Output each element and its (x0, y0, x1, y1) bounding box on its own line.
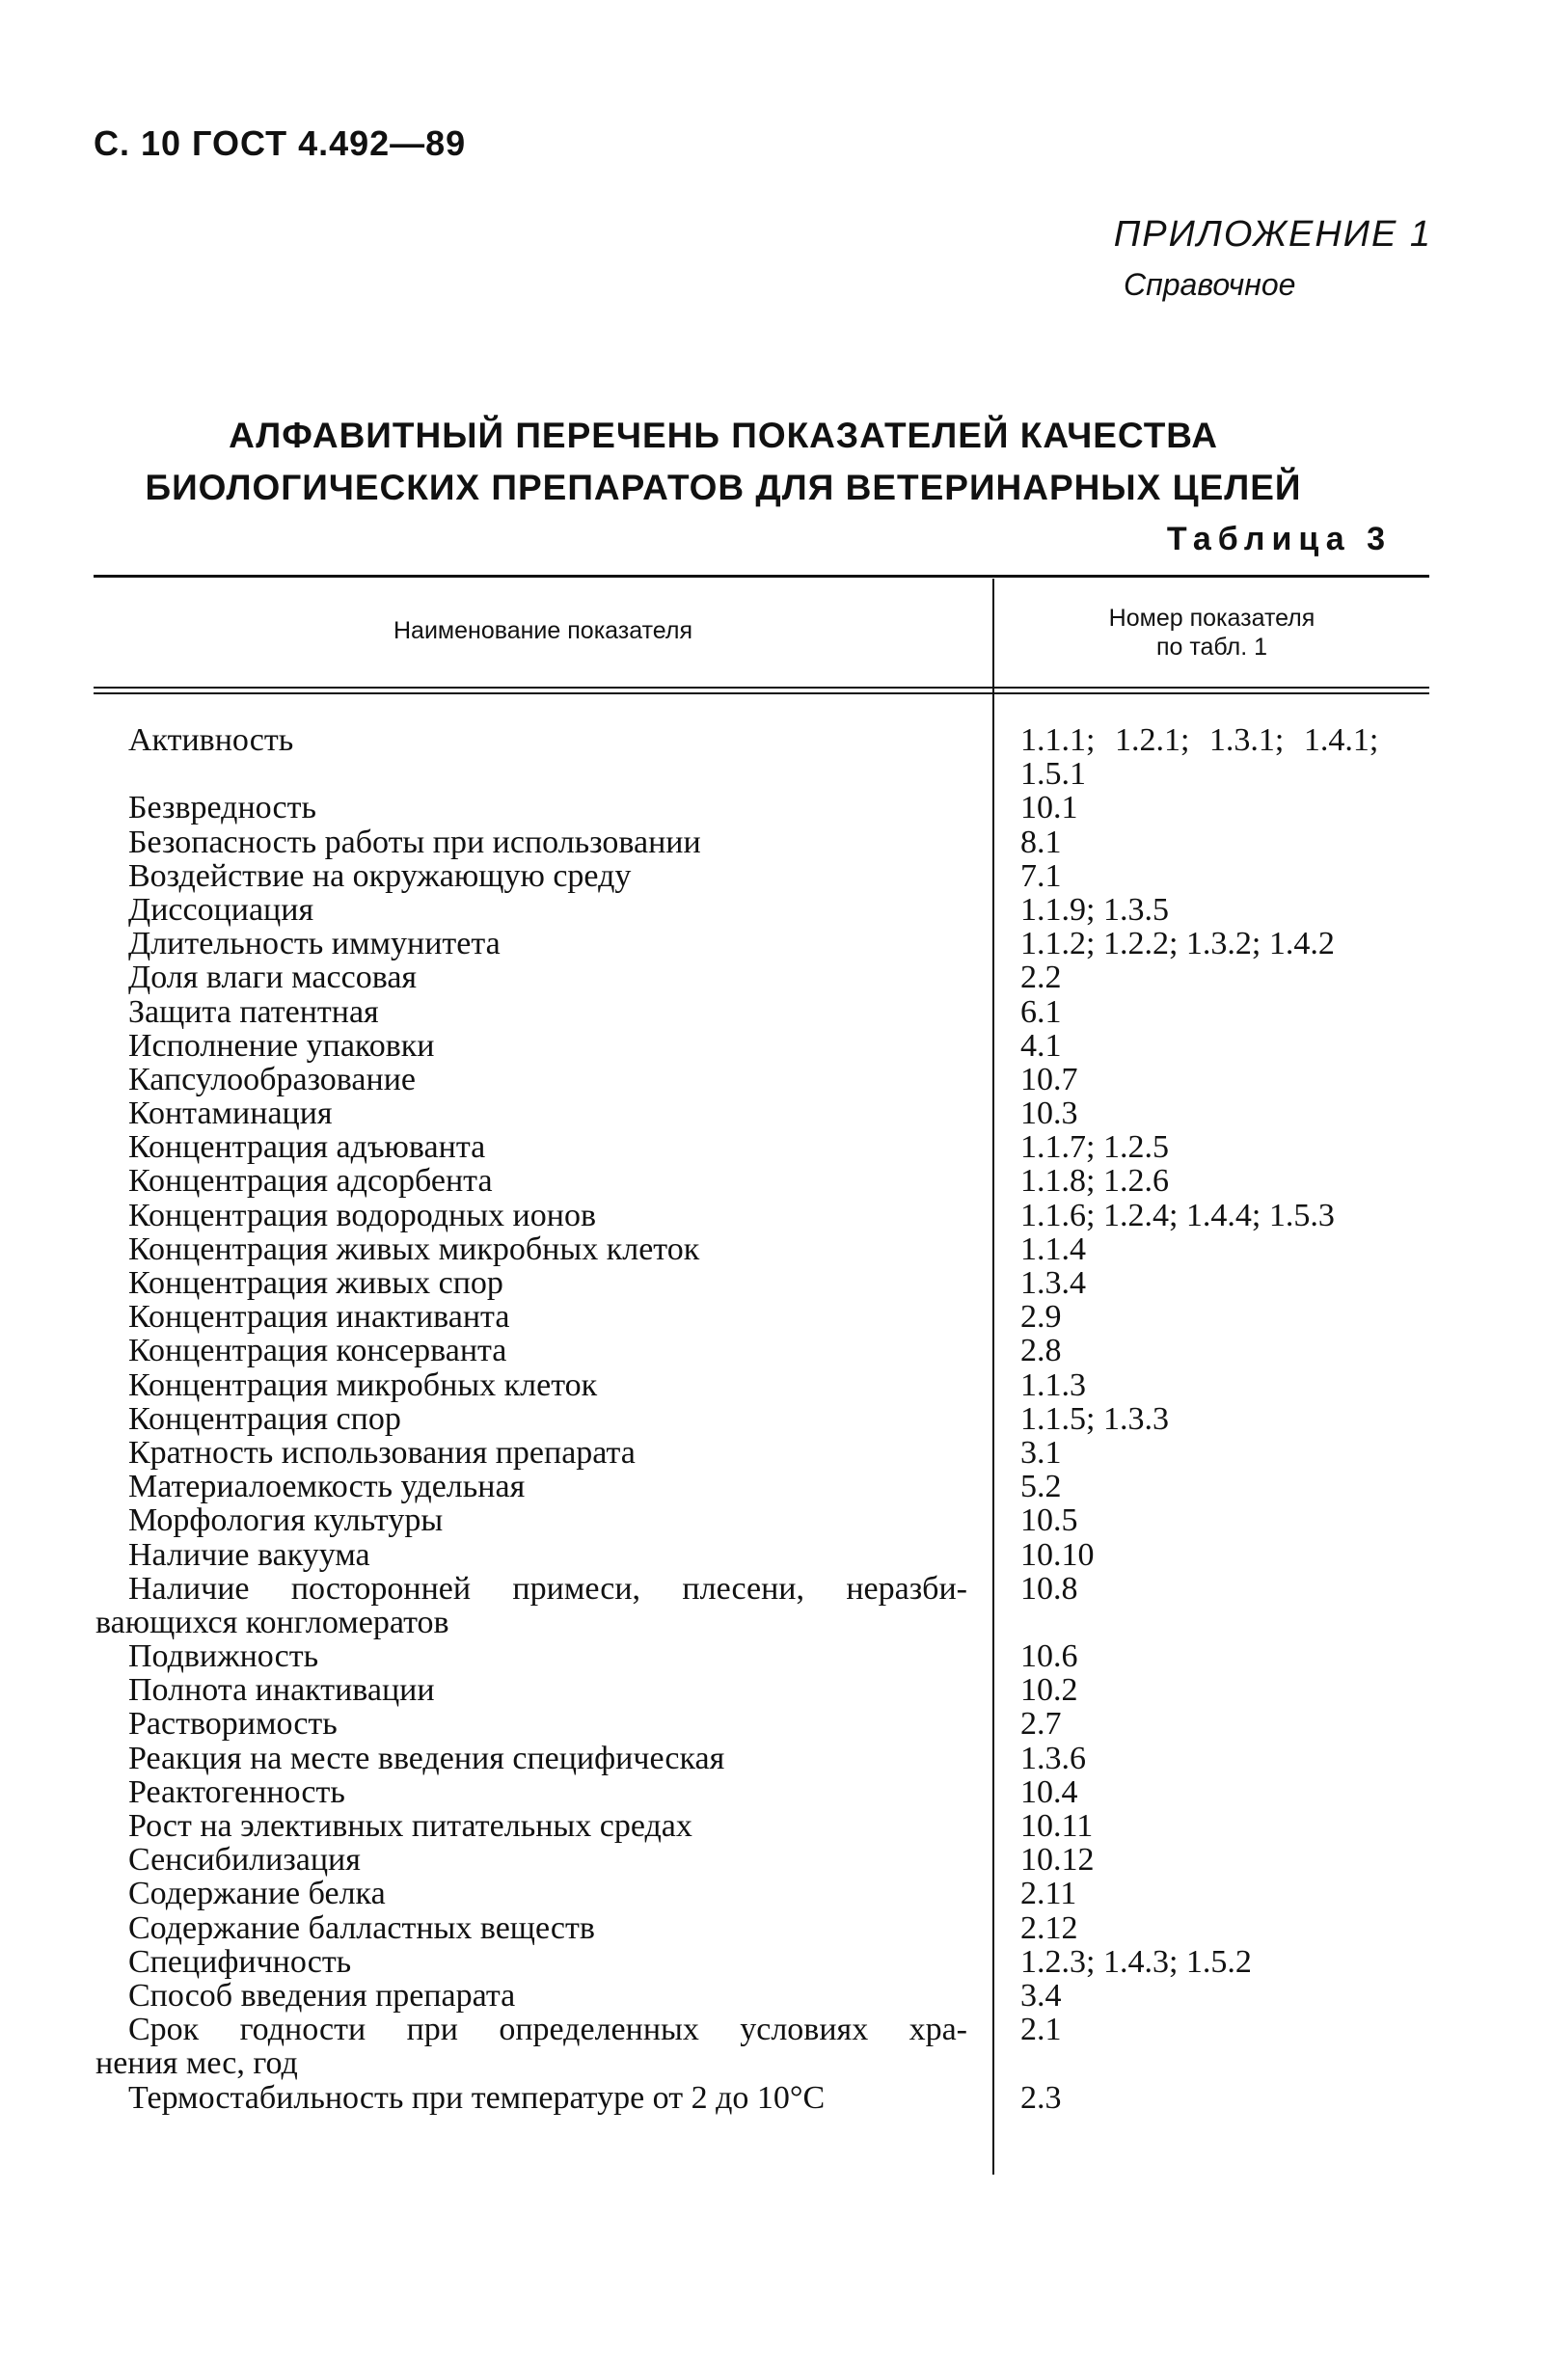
table-row (0, 1979, 1546, 2013)
indicator-name-text: Диссоциация (128, 891, 314, 928)
indicator-number-text: 2.7 (1020, 1706, 1062, 1743)
table-row (0, 1809, 1546, 1843)
column-header-name: Наименование показателя (393, 617, 692, 644)
appendix-type: Справочное (1124, 267, 1296, 302)
indicator-name-text: Концентрация водородных ионов (128, 1197, 596, 1233)
indicator-number-text: 1.3.4 (1020, 1265, 1086, 1302)
indicator-name-text: Термостабильность при температуре от 2 до 10°С (128, 2079, 826, 2116)
indicator-number (1020, 995, 1445, 1029)
indicator-name-text: Способ введения препарата (128, 1977, 516, 2014)
indicator-number-text: 2.2 (1020, 960, 1062, 996)
indicator-name (128, 1911, 967, 1945)
indicator-number (1020, 1300, 1445, 1334)
table-row (0, 893, 1546, 927)
indicator-name (128, 960, 967, 994)
indicator-number-text: 2.12 (1020, 1909, 1078, 1946)
title-line-1: АЛФАВИТНЫЙ ПЕРЕЧЕНЬ ПОКАЗАТЕЛЕЙ КАЧЕСТВА (229, 416, 1218, 455)
table-row (0, 1707, 1546, 1741)
indicator-number (1020, 1775, 1445, 1809)
table-row (0, 2013, 1546, 2080)
table-row (0, 1639, 1546, 1673)
indicator-number (1020, 1639, 1445, 1673)
table-row (0, 995, 1546, 1029)
table-row (0, 1368, 1546, 1402)
indicator-name-text: Концентрация спор (128, 1400, 401, 1437)
indicator-number-text: 10.3 (1020, 1095, 1078, 1132)
indicator-number-text: 1.1.2; 1.2.2; 1.3.2; 1.4.2 (1020, 926, 1335, 962)
indicator-number (1020, 2081, 1445, 2115)
indicator-name-text: Содержание балластных веществ (128, 1909, 595, 1946)
indicator-number (1020, 859, 1445, 893)
indicator-name (128, 893, 967, 927)
indicator-number-text: 1.1.6; 1.2.4; 1.4.4; 1.5.3 (1020, 1197, 1335, 1233)
indicator-number-text: 2.1 (1020, 2012, 1062, 2048)
table-row (0, 1130, 1546, 1164)
indicator-number-text: 6.1 (1020, 993, 1062, 1030)
indicator-name-text: Безвредность (128, 790, 316, 826)
indicator-name (128, 1063, 967, 1096)
indicator-number (1020, 1164, 1445, 1198)
indicator-number-text: 8.1 (1020, 824, 1062, 860)
table-row (0, 2081, 1546, 2115)
indicator-name-text: Концентрация адъюванта (128, 1129, 486, 1166)
table-row (0, 1673, 1546, 1707)
indicator-number (1020, 1979, 1445, 2013)
header-divider-rule (94, 687, 1429, 689)
indicator-name (128, 1300, 967, 1334)
column-header-number (994, 604, 1429, 662)
indicator-name (128, 1775, 967, 1809)
table-row (0, 1843, 1546, 1877)
indicator-number (1020, 1266, 1445, 1300)
table-row (0, 1572, 1546, 1639)
table-row (0, 1503, 1546, 1537)
indicator-name-text: Концентрация микробных клеток (128, 1366, 598, 1403)
indicator-number-text: 10.2 (1020, 1672, 1078, 1709)
indicator-number (1020, 1130, 1445, 1164)
indicator-number-text: 2.9 (1020, 1299, 1062, 1336)
indicator-name (128, 859, 967, 893)
indicator-number (1020, 1742, 1445, 1775)
indicator-number (1020, 893, 1445, 927)
table-row (0, 1538, 1546, 1572)
table-row (0, 1300, 1546, 1334)
indicator-name (128, 723, 967, 757)
page-header: С. 10 ГОСТ 4.492—89 (94, 123, 467, 163)
indicator-number-text: 10.1 (1020, 790, 1078, 826)
indicator-name (128, 1402, 967, 1436)
indicator-name-text: Подвижность (128, 1638, 319, 1675)
indicator-number (1020, 1673, 1445, 1707)
table-row (0, 1334, 1546, 1367)
indicator-number-text: 1.3.6 (1020, 1740, 1086, 1776)
indicator-number (1020, 927, 1445, 960)
indicator-name-text: Контаминация (128, 1095, 333, 1132)
indicator-name-text: Наличие посторонней примеси, плесени, неразби- (128, 1570, 967, 1607)
indicator-number (1020, 1436, 1445, 1470)
table-row (0, 1402, 1546, 1436)
indicator-name (128, 2081, 967, 2115)
table-row (0, 927, 1546, 960)
indicator-name-text: Капсулообразование (128, 1061, 416, 1097)
column-header-number-line-2: по табл. 1 (1155, 634, 1268, 661)
indicator-name-text: Исполнение упаковки (128, 1027, 435, 1064)
indicator-name (128, 1538, 967, 1572)
indicator-number (1020, 825, 1445, 859)
indicator-name-text: Длительность иммунитета (128, 926, 501, 962)
indicator-number (1020, 1368, 1445, 1402)
table-row (0, 859, 1546, 893)
indicator-number-text: 10.12 (1020, 1842, 1095, 1879)
indicator-number-text: 10.4 (1020, 1773, 1078, 1810)
table-row (0, 723, 1546, 791)
indicator-number-text: 7.1 (1020, 857, 1062, 894)
indicator-number (1020, 1707, 1445, 1741)
table-row (0, 1063, 1546, 1096)
table-row (0, 1775, 1546, 1809)
indicator-name-text: Специфичность (128, 1943, 352, 1980)
indicator-number-text: 4.1 (1020, 1027, 1062, 1064)
table-row (0, 1164, 1546, 1198)
indicator-name-text: Концентрация адсорбента (128, 1163, 493, 1200)
indicator-name-text: Полнота инактивации (128, 1672, 435, 1709)
indicator-number (1020, 1945, 1445, 1979)
indicator-name-text: Реактогенность (128, 1773, 345, 1810)
indicator-name (128, 1266, 967, 1300)
indicator-number (1020, 1402, 1445, 1436)
indicator-name-continuation: вающихся конгломератов (95, 1604, 449, 1640)
indicator-number (1020, 1809, 1445, 1843)
indicator-name (128, 1843, 967, 1877)
indicator-number-text: 10.7 (1020, 1061, 1078, 1097)
title-line-2: БИОЛОГИЧЕСКИХ ПРЕПАРАТОВ ДЛЯ ВЕТЕРИНАРНЫХ ЦЕЛЕЙ (145, 468, 1302, 507)
indicator-number-text: 10.10 (1020, 1536, 1095, 1573)
indicator-number-text: 5.2 (1020, 1469, 1062, 1505)
indicator-name (95, 2012, 967, 2082)
indicator-number (1020, 1538, 1445, 1572)
indicator-name (128, 1877, 967, 1910)
indicator-name (95, 1570, 967, 1640)
indicator-name (128, 1436, 967, 1470)
table-row (0, 1470, 1546, 1503)
indicator-name-text: Активность (128, 722, 294, 758)
indicator-number (1020, 1503, 1445, 1537)
indicator-number-text: 1.1.4 (1020, 1231, 1086, 1267)
indicator-number (1020, 1877, 1445, 1910)
indicator-number-text: 10.11 (1020, 1808, 1094, 1845)
indicator-name (128, 995, 967, 1029)
indicator-name (128, 1673, 967, 1707)
column-header-number-line-1: Номер показателя (1108, 605, 1315, 632)
indicator-name (128, 1470, 967, 1503)
indicator-name (128, 1979, 967, 2013)
table-body (0, 723, 1546, 2115)
table-row (0, 1945, 1546, 1979)
document-title (96, 410, 1350, 514)
table-row (0, 960, 1546, 994)
indicator-name-text: Концентрация живых спор (128, 1265, 503, 1302)
indicator-name (128, 1232, 967, 1266)
indicator-name-text: Доля влаги массовая (128, 960, 418, 996)
indicator-name-text: Безопасность работы при использовании (128, 824, 701, 860)
indicator-name (128, 1707, 967, 1741)
indicator-number-text: 1.1.9; 1.3.5 (1020, 891, 1169, 928)
table-top-rule (94, 575, 1429, 578)
indicator-name-text: Материалоемкость удельная (128, 1469, 526, 1505)
table-row (0, 1266, 1546, 1300)
indicator-name-text: Воздействие на окружающую среду (128, 857, 632, 894)
indicator-name-text: Кратность использования препарата (128, 1434, 636, 1471)
indicator-name-text: Растворимость (128, 1706, 338, 1743)
appendix-title: ПРИЛОЖЕНИЕ 1 (1113, 214, 1432, 255)
indicator-number-text: 1.1.8; 1.2.6 (1020, 1163, 1169, 1200)
table-row (0, 1096, 1546, 1130)
indicator-name-text: Концентрация инактиванта (128, 1299, 510, 1336)
indicator-number (1020, 1029, 1445, 1063)
indicator-number (1020, 1470, 1445, 1503)
indicator-number-text: 3.4 (1020, 1977, 1062, 2014)
table-row (0, 825, 1546, 859)
table-row (0, 1877, 1546, 1910)
indicator-number (1020, 2013, 1445, 2046)
indicator-name (128, 1334, 967, 1367)
indicator-number-text: 1.1.5; 1.3.3 (1020, 1400, 1169, 1437)
indicator-number (1020, 1843, 1445, 1877)
indicator-number-text: 10.6 (1020, 1638, 1078, 1675)
indicator-number-text: 1.2.3; 1.4.3; 1.5.2 (1020, 1943, 1252, 1980)
table-row (0, 1029, 1546, 1063)
indicator-name-text: Защита патентная (128, 993, 379, 1030)
indicator-number (1020, 1334, 1445, 1367)
indicator-name-text: Рост на элективных питательных средах (128, 1808, 692, 1845)
indicator-number (1020, 1199, 1445, 1232)
indicator-name (128, 1164, 967, 1198)
indicator-name (128, 1945, 967, 1979)
indicator-name (128, 1809, 967, 1843)
indicator-number (1020, 1572, 1445, 1606)
indicator-name-text: Содержание белка (128, 1876, 386, 1912)
indicator-name-text: Реакция на месте введения специфическая (128, 1740, 725, 1776)
indicator-name (128, 1199, 967, 1232)
indicator-name-text: Концентрация консерванта (128, 1333, 507, 1369)
indicator-name-continuation: нения мес, год (95, 2045, 298, 2082)
indicator-name (128, 791, 967, 825)
indicator-name (128, 1029, 967, 1063)
indicator-name-text: Наличие вакуума (128, 1536, 370, 1573)
indicator-number (1020, 960, 1445, 994)
indicator-number (1020, 1911, 1445, 1945)
indicator-number-text: 1.1.7; 1.2.5 (1020, 1129, 1169, 1166)
indicator-name-text: Сенсибилизация (128, 1842, 361, 1879)
indicator-number (1020, 791, 1445, 825)
indicator-number (1020, 1063, 1445, 1096)
indicator-number (1020, 1096, 1445, 1130)
indicator-number-text: 2.11 (1020, 1876, 1077, 1912)
header-divider-rule-2 (94, 692, 1429, 694)
table-row (0, 791, 1546, 825)
indicator-number (1020, 1232, 1445, 1266)
indicator-name (128, 1742, 967, 1775)
indicator-number-text: 10.5 (1020, 1502, 1078, 1539)
indicator-number (1020, 723, 1445, 791)
indicator-name (128, 1639, 967, 1673)
indicator-name-text: Концентрация живых микробных клеток (128, 1231, 700, 1267)
indicator-name (128, 1096, 967, 1130)
table-row (0, 1436, 1546, 1470)
table-label: Таблица 3 (1166, 521, 1392, 557)
indicator-number-text: 3.1 (1020, 1434, 1062, 1471)
table-row (0, 1742, 1546, 1775)
table-row (0, 1199, 1546, 1232)
indicator-number-text: 10.8 (1020, 1570, 1078, 1607)
indicator-number-text: 1.1.3 (1020, 1366, 1086, 1403)
indicator-name (128, 927, 967, 960)
indicator-name (128, 825, 967, 859)
indicator-name (128, 1130, 967, 1164)
indicator-name (128, 1368, 967, 1402)
indicator-number-text: 2.3 (1020, 2079, 1062, 2116)
indicator-number-text: 1.1.1; 1.2.1; 1.3.1; 1.4.1; (1020, 722, 1379, 758)
indicator-name-text: Морфология культуры (128, 1502, 444, 1539)
table-row (0, 1911, 1546, 1945)
indicator-number-text: 2.8 (1020, 1333, 1062, 1369)
indicator-name (128, 1503, 967, 1537)
indicator-number-continuation: 1.5.1 (1020, 756, 1086, 793)
table-row (0, 1232, 1546, 1266)
indicator-name-text: Срок годности при определенных условиях хра- (128, 2012, 967, 2048)
